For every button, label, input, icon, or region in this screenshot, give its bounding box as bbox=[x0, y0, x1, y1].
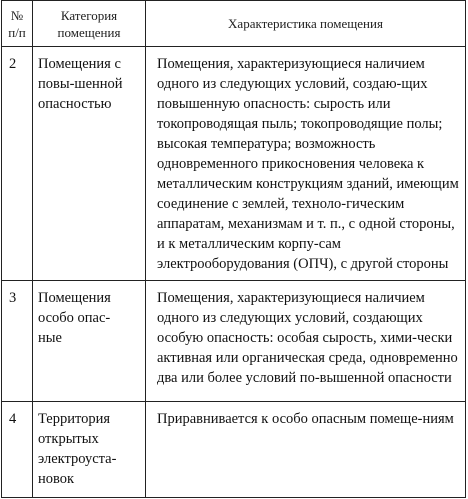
table-row bbox=[2, 401, 466, 497]
header-num bbox=[2, 1, 33, 47]
row-number: 2 bbox=[2, 47, 33, 280]
hazard-category-table bbox=[1, 0, 466, 498]
row-category bbox=[33, 47, 146, 280]
row-number: 3 bbox=[2, 280, 33, 401]
row-category-text: Территория открытых электроуста-новок bbox=[38, 410, 117, 487]
row-category bbox=[33, 280, 146, 401]
row-description bbox=[146, 401, 466, 497]
header-category bbox=[33, 1, 146, 47]
header-description bbox=[146, 1, 466, 47]
header-num-label: № п/п bbox=[8, 7, 26, 40]
row-category bbox=[33, 401, 146, 497]
table-header-row bbox=[2, 1, 466, 47]
table-row bbox=[2, 47, 466, 280]
row-description bbox=[146, 47, 466, 280]
header-description-label: Характеристика помещения bbox=[228, 16, 383, 32]
table-row bbox=[2, 280, 466, 401]
header-category-label: Категория помещения bbox=[57, 7, 121, 40]
row-description-text: Помещения, характеризующиеся наличием одного из следующих условий, создаю-щих повышенную опасность: сырость или токопроводящая пыль; токопроводящие полы; высокая температура; возможность одновременного прикосновения человека к металлическим конструкциям зданий, имеющим соединение с землей, техноло-гическим аппаратам, механизмам и т. п., с одной стороны, и к металлическим корпу-сам электрооборудования (ОПЧ), с другой стороны bbox=[157, 56, 459, 273]
row-description-text: Приравнивается к особо опасным помеще-ниям bbox=[157, 410, 454, 427]
row-description bbox=[146, 280, 466, 401]
row-category-text: Помещения особо опас-ные bbox=[38, 289, 111, 346]
row-number: 4 bbox=[2, 401, 33, 497]
row-category-text: Помещения с повы-шенной опасностью bbox=[38, 56, 123, 113]
row-description-text: Помещения, характеризующиеся наличием одного из следующих условий, создающих особую опасность: особая сырость, хими-чески активная или органическая среда, одновременно два или более условий по-вышенной опасности bbox=[157, 289, 458, 386]
